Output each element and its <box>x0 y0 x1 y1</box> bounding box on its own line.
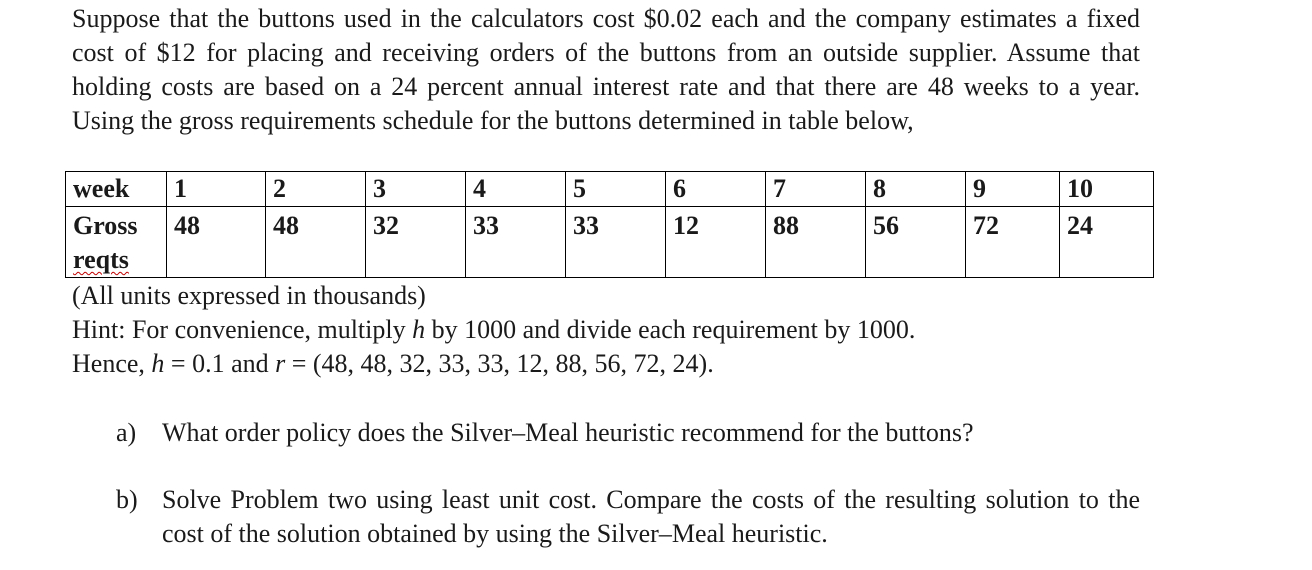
hint-var-h: h <box>412 315 426 344</box>
gross-cell: 48 <box>266 207 366 278</box>
week-cell: 8 <box>866 172 966 207</box>
hence-line <box>72 347 714 381</box>
hint-prefix: Hint: For convenience, multiply <box>72 315 413 344</box>
hence-var-r: r <box>275 349 286 378</box>
units-note: (All units expressed in thousands) <box>72 281 426 310</box>
hence-prefix: Hence, <box>72 349 152 378</box>
question-a-text: What order policy does the Silver–Meal heuristic recommend for the buttons? <box>162 418 974 447</box>
question-b <box>116 483 1140 551</box>
question-a <box>116 416 1140 450</box>
hint-suffix: by 1000 and divide each requirement by 1000. <box>425 315 916 344</box>
week-cell: 4 <box>466 172 566 207</box>
gross-header-cell <box>66 207 167 278</box>
question-a-marker: a) <box>116 418 137 447</box>
question-b-text: Solve Problem two using least unit cost. Compare the costs of the resulting solution to the cost of the solution obtained by using the Silver–Meal heuristic. <box>162 485 1140 548</box>
gross-cell: 33 <box>566 207 666 278</box>
week-header-cell: week <box>66 172 167 207</box>
hint-line <box>72 313 915 347</box>
gross-cell: 48 <box>167 207 266 278</box>
week-cell: 7 <box>766 172 866 207</box>
gross-cell: 72 <box>966 207 1060 278</box>
question-b-marker: b) <box>116 485 138 514</box>
gross-cell: 24 <box>1060 207 1154 278</box>
gross-cell: 56 <box>866 207 966 278</box>
table-row-week <box>66 172 1154 207</box>
hence-middle: = 0.1 and <box>164 349 276 378</box>
gross-label-line2: reqts <box>73 245 129 274</box>
week-cell: 3 <box>366 172 466 207</box>
gross-cell: 12 <box>666 207 766 278</box>
week-cell: 5 <box>566 172 666 207</box>
hence-suffix: = (48, 48, 32, 33, 33, 12, 88, 56, 72, 24). <box>285 349 714 378</box>
gross-requirements-table <box>65 171 1154 278</box>
gross-label-line1: Gross <box>73 211 138 240</box>
gross-cell: 88 <box>766 207 866 278</box>
gross-cell: 32 <box>366 207 466 278</box>
week-cell: 9 <box>966 172 1060 207</box>
hence-var-h: h <box>151 349 165 378</box>
week-cell: 2 <box>266 172 366 207</box>
problem-intro: Suppose that the buttons used in the calculators cost $0.02 each and the company estimates a fixed cost of $12 for placing and receiving orders of the buttons from an outside supplier. Assume that holding costs are based on a 24 percent annual interest rate and that there are 48 weeks to a year. Using the gross requirements schedule for the buttons determined in table below, <box>72 4 1140 135</box>
week-cell: 10 <box>1060 172 1154 207</box>
gross-cell: 33 <box>466 207 566 278</box>
week-cell: 6 <box>666 172 766 207</box>
week-cell: 1 <box>167 172 266 207</box>
table-row-gross <box>66 207 1154 278</box>
